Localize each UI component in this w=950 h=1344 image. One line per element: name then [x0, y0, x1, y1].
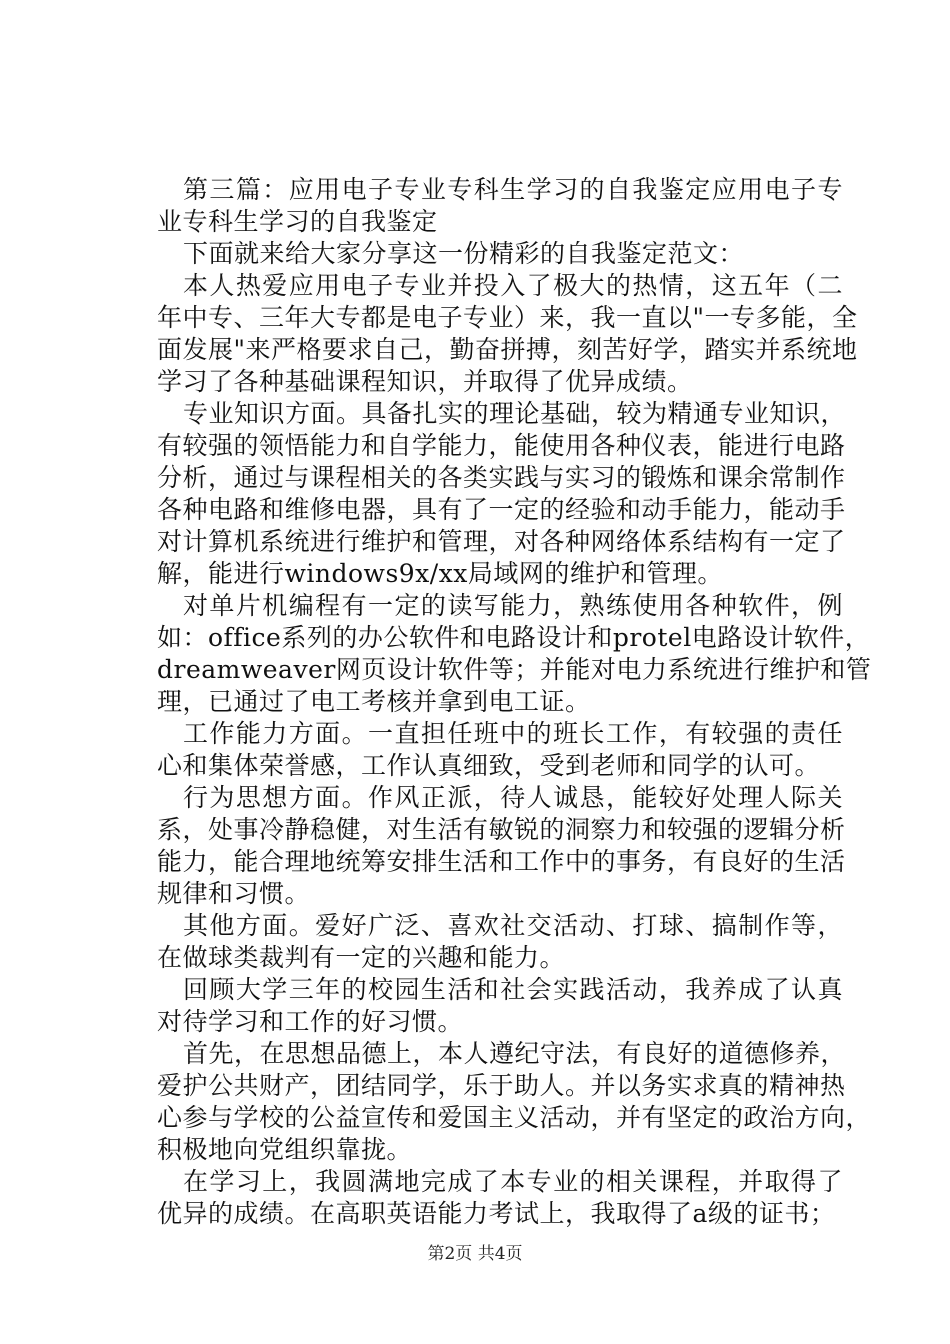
- paragraph-line: 优异的成绩。在高职英语能力考试上，我取得了a级的证书；: [157, 1199, 836, 1228]
- paragraph-line: 心参与学校的公益宣传和爱国主义活动，并有坚定的政治方向，: [157, 1103, 872, 1132]
- paragraph-line: 回顾大学三年的校园生活和社会实践活动，我养成了认真: [183, 975, 843, 1004]
- paragraph: [157, 590, 872, 718]
- paragraph-line: 业专科生学习的自我鉴定: [157, 207, 438, 236]
- paragraph-line: 专业知识方面。具备扎实的理论基础，较为精通专业知识，: [183, 399, 847, 428]
- paragraph-line: 工作能力方面。一直担任班中的班长工作，有较强的责任: [183, 719, 843, 748]
- paragraph: [157, 782, 846, 910]
- paragraph: [183, 238, 843, 270]
- paragraph-line: 解，能进行windows9x/xx局域网的维护和管理。: [157, 559, 723, 588]
- paragraph-line: 理，已通过了电工考核并拿到电工证。: [157, 687, 591, 716]
- paragraph-line: 年中专、三年大专都是电子专业）来，我一直以"一专多能，全: [157, 303, 858, 332]
- paragraph-line: 行为思想方面。作风正派，待人诚恳，能较好处理人际关: [183, 783, 843, 812]
- paragraph: [157, 1038, 872, 1166]
- paragraph-line: 在做球类裁判有一定的兴趣和能力。: [157, 943, 566, 972]
- paragraph-line: 本人热爱应用电子专业并投入了极大的热情，这五年（二: [183, 271, 843, 300]
- paragraph-line: 对单片机编程有一定的读写能力，熟练使用各种软件，例: [183, 591, 843, 620]
- page-footer: 第2页 共4页: [427, 1244, 523, 1264]
- paragraph: [157, 910, 843, 974]
- paragraph-line: 第三篇：应用电子专业专科生学习的自我鉴定应用电子专: [183, 175, 843, 204]
- paragraph: [157, 398, 847, 590]
- paragraph-line: 能力，能合理地统筹安排生活和工作中的事务，有良好的生活: [157, 847, 846, 876]
- paragraph-line: 分析，通过与课程相关的各类实践与实习的锻炼和课余常制作: [157, 463, 846, 492]
- paragraph-line: dreamweaver网页设计软件等；并能对电力系统进行维护和管: [157, 655, 872, 684]
- paragraph-line: 首先，在思想品德上，本人遵纪守法，有良好的道德修养，: [183, 1039, 847, 1068]
- paragraph-line: 其他方面。爱好广泛、喜欢社交活动、打球、搞制作等，: [183, 911, 843, 940]
- paragraph-line: 系，处事冷静稳健，对生活有敏锐的洞察力和较强的逻辑分析: [157, 815, 846, 844]
- paragraph-line: 对计算机系统进行维护和管理，对各种网络体系结构有一定了: [157, 527, 846, 556]
- paragraph: [157, 1166, 843, 1230]
- paragraph-line: 积极地向党组织靠拢。: [157, 1135, 413, 1164]
- paragraph-line: 各种电路和维修电器，具有了一定的经验和动手能力，能动手: [157, 495, 846, 524]
- paragraph: [157, 174, 843, 238]
- paragraph-line: 在学习上，我圆满地完成了本专业的相关课程，并取得了: [183, 1167, 843, 1196]
- paragraph-line: 爱护公共财产，团结同学，乐于助人。并以务实求真的精神热: [157, 1071, 846, 1100]
- paragraph-line: 如：office系列的办公软件和电路设计和protel电路设计软件，: [157, 623, 871, 652]
- paragraph-line: 心和集体荣誉感，工作认真细致，受到老师和同学的认可。: [157, 751, 821, 780]
- paragraph-line: 对待学习和工作的好习惯。: [157, 1007, 464, 1036]
- document-body: [157, 174, 872, 1230]
- paragraph-line: 下面就来给大家分享这一份精彩的自我鉴定范文：: [183, 239, 745, 268]
- paragraph-line: 学习了各种基础课程知识，并取得了优异成绩。: [157, 367, 693, 396]
- paragraph: [157, 718, 843, 782]
- paragraph: [157, 974, 843, 1038]
- paragraph-line: 有较强的领悟能力和自学能力，能使用各种仪表，能进行电路: [157, 431, 846, 460]
- paragraph: [157, 270, 858, 398]
- paragraph-line: 规律和习惯。: [157, 879, 311, 908]
- paragraph-line: 面发展"来严格要求自己，勤奋拼搏，刻苦好学，踏实并系统地: [157, 335, 858, 364]
